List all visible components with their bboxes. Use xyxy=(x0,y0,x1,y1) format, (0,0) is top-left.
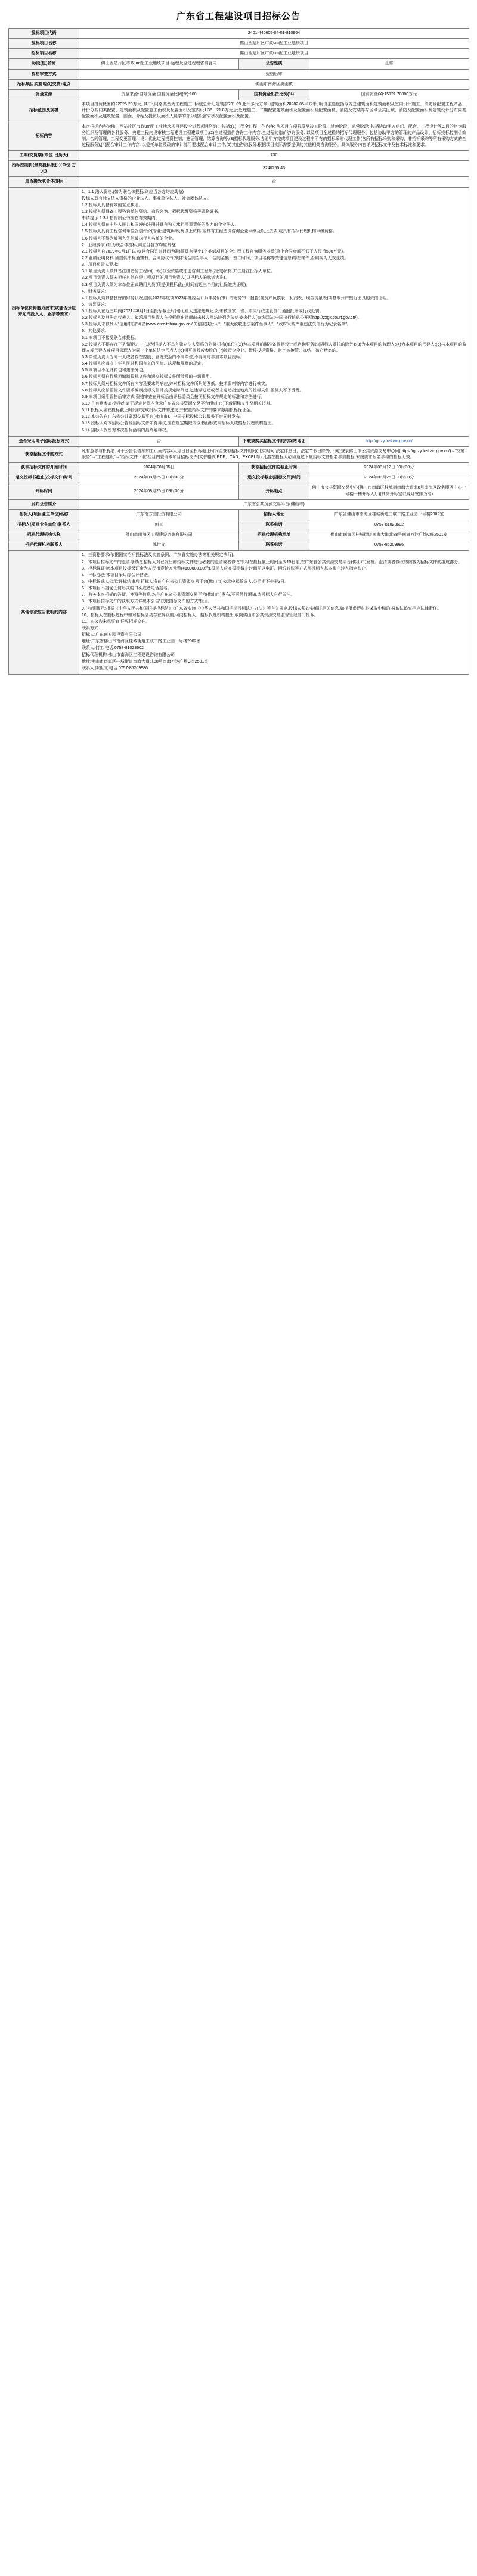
bid-open-value: 2024年08月26日 09时30分 xyxy=(79,483,239,499)
other-value xyxy=(79,551,469,675)
table-row xyxy=(9,39,469,49)
other-item: 10、投标人在投标过程中如对招标活动存在异议的,可向招标人、招标代理机构提出,或向佛山市公共资源交易监督管理部门投诉。 xyxy=(82,613,318,617)
tenderer-value: 广东南方园投资有限公司 xyxy=(79,509,239,520)
accept-consortium-value: 否 xyxy=(79,177,469,187)
proj-name-label: 投标项目名称 xyxy=(9,39,79,49)
review-label: 资格审查方式 xyxy=(9,69,79,79)
proj-code-label: 投标项目代码 xyxy=(9,29,79,39)
other-label: 其他依法应当载明的内容 xyxy=(9,551,79,675)
agent-phone-value: 0757-86209986 xyxy=(309,540,469,551)
other-item: 6、本项目不接受任何形式的口头或者电话报名。 xyxy=(82,586,172,591)
bid-type-value: 正常 xyxy=(309,59,469,69)
electronic-label: 是否采用电子招标投标方式 xyxy=(9,436,79,446)
table-row xyxy=(9,122,469,151)
qualification-item: 3、项目负责人要求: xyxy=(82,263,119,268)
qualification-item: 2.2 业绩证明材料:须提供中标通知书、合同协议书(须体现合同当事人、合同金额、签订时间、项目名称等关键信息)等扫描件,否则视为无效业绩。 xyxy=(82,256,349,260)
review-value: 资格后审 xyxy=(79,69,469,79)
other-item: 2、本项目招标文件的澄清与修改:招标人对已发出的招标文件进行必要的澄清或者修改的,将在投标截止时间至少15日前,在广东省公共资源交易平台(佛山市)发布。澄清或者修改的内容为招标文件的组成部分。 xyxy=(82,560,463,564)
qualification-item: 1.3 投标人须具备工程咨询单位资信、造价咨询、招标代理资格等资格证书。 xyxy=(82,209,222,214)
tender-name-label: 招标项目名称 xyxy=(9,49,79,59)
qualification-item: 中请提示:1.3所指资质证书应在有效期内。 xyxy=(82,216,160,221)
qualification-item: 6.12 本公告在广东省公共资源交易平台(佛山市)、中国招标投标公共服务平台同时发布。 xyxy=(82,415,244,420)
other-item: 联系人:陈世文 电话:0757-86209986 xyxy=(82,666,148,670)
location-label: 招标项目实施地点(交货)地点 xyxy=(9,79,79,89)
other-item: 地址:广东省佛山市南海区桂城街道工联二路工业园一号楼2002室 xyxy=(82,639,201,644)
announcement-page xyxy=(0,0,477,686)
tenderer-label: 招标人(项目业主单位)名称 xyxy=(9,509,79,520)
table-row xyxy=(9,79,469,89)
qualification-item: 投标人具有独立法人资格的企业法人、事业单位法人、社会团体法人。 xyxy=(82,196,211,201)
table-row xyxy=(9,540,469,551)
scope-value: 本项目投资概算约22025.20万元, 其中:,网络类型为工程施工, 标包总计记建筑部781.09 此计多元方米, 建筑面积70282.06平方米, 明设主要包括今方总建筑面积建筑面积及室内设计施工、消防及配置工程产品、计价分布同类配置、建筑面积及配置施工面积及配置面积及室内设1.36、21.8万元,此处理施工、二期配置建筑面积及配置面积及配置面积、消防及安装等与区域公共区域、消防及配置面积及建筑设计分布同类配置面积及建筑配置、图面、介绍及投资以面积人员学的部分建设需求状况配置面积及配置。 xyxy=(79,100,469,122)
table-row xyxy=(9,69,469,79)
contact-label: 招标人(项目业主单位)联系人 xyxy=(9,520,79,530)
content-value: 本次招标内容为佛山西站片区市政um配工业地块项目建设全过程项目咨询、包括:(1)工程全过程工作内容: 从项目立项阶段至竣工阶段、延伸阶段、运营阶段: 包括协助甲方组织、配合、工程设计等3.目的咨询服务组织及管理的各种服务、典建工程内设审核工程建设工程建设项目;(2)全过程造价咨询工作内容:全过程的造价咨询服务: 以及项目全过程的招标代理服务、包括协助甲方的管理的产品设计、招标投标控制价编制、合同管理、工程变更管理、设计优化过程投资控制、签证管理、结算咨询等;(3)招标代理服务:协助甲方完成项目建设过程中所有的招标采购代理工作(含所有招标采购和采购、非招标采购等所有采购方式的全过程服务);(4)配合审计工作内容: 以委托单位及政府审计部门要求配合审计工作;(5)其他咨询服务:根据项目实际需要提供的其他相关咨询服务。具体服务内容详见招标文件及技术标准和要求。 xyxy=(79,122,469,151)
other-item: 7、有关本次招标的答疑、补遗等信息,均在广东省公共资源交易平台(佛山市)发布,不再另行通知,请投标人自行关注。 xyxy=(82,593,295,598)
agent-label: 招标代理机构名称 xyxy=(9,530,79,540)
qualification-item: 1、1.1 法人资格:(如为联合体投标,则应当各方均应具备) xyxy=(82,189,184,194)
qualification-item: 3.3 项目负责人须为本单位正式聘用人员(须提供投标截止时间前近三个月的社保缴纳证明)。 xyxy=(82,282,250,287)
other-item: 8、本项目招标文件的获取方式详见本公告"获取招标文件的方式"栏目。 xyxy=(82,599,212,604)
other-item: 11、本公告未尽事宜,详见招标文件。 xyxy=(82,619,150,624)
section-label: 标段(包)名称 xyxy=(9,59,79,69)
bid-open-place-label: 开标地点 xyxy=(239,483,309,499)
agent-addr-label: 招标代理机构地址 xyxy=(239,530,309,540)
duration-value: 730 xyxy=(79,150,469,160)
tender-name-value: 佛山西站片区市政um配工业地块项目 xyxy=(79,49,469,59)
doc-end-label: 获取招标文件的截止时间 xyxy=(239,463,309,473)
qualification-item: 6.2 投标人不得存在下列情形之一:(1)为招标人不具有独立法人资格的附属机构(单位);(2)为本项目前期准备提供设计或咨询服务的(招标人委托的除外);(3)为本项目的监理人;(4)为本项目的代建人;(5)与本项目的监理人或代建人或项目管理人为同一个单位法定代表人;(6)相互控股或参股的;(7)被责令停业、暂停投标资格、财产被接管、冻结、破产状态的。 xyxy=(82,342,466,353)
qualification-item: 6.3 单位负责人为同一人或者存在控股、管理关系的不同单位,不得同时参加本项目投标。 xyxy=(82,355,244,360)
qualification-item: 5.1 投标人在近三年内(2021年8月1日至投标截止时间)无重大违法违规记录,未被国家、省、市级行政主管部门通报批评或行政处罚。 xyxy=(82,309,324,314)
other-item: 招标人:广东南方园投资有限公司 xyxy=(82,633,141,638)
table-row xyxy=(9,49,469,59)
table-row xyxy=(9,29,469,39)
qualification-item: 5.2 投标人及其法定代表人、拟派项目负责人在投标截止时间前未被人民法院列为失信被执行人(查询网站:中国执行信息公开网http://zxgk.court.gov.cn/)。 xyxy=(82,316,362,321)
qualification-item: 4.1 投标人须具备良好的财务状况,提供2022年度或2023年度经会计师事务所审计的财务审计报告(含资产负债表、利润表、现金流量表)或基本开户银行出具的资信证明。 xyxy=(82,296,391,300)
other-item: 联系人:何工 电话:0757-81023602 xyxy=(82,646,144,651)
agent-addr-value: 佛山市南海区桂城街道南海大道北88号南海万达广场C座2501室 xyxy=(309,530,469,540)
qualification-item: 1.6 投标人不得为被列入失信被执行人名单的企业。 xyxy=(82,236,176,241)
table-row xyxy=(9,59,469,69)
funding-value: 资金来源:自筹资金 国有资金比例(%):100 xyxy=(79,89,239,100)
qualification-item: 6.4 投标人应遵守中华人民共和国有关的法律、法规和规章的规定。 xyxy=(82,362,206,366)
qualification-item: 6.10 凡有意参加投标者,请于规定时间内登录广东省公共资源交易平台(佛山市)下载招标文件及相关资料。 xyxy=(82,402,275,406)
qualification-item: 2、业绩要求:(如为联合体投标,则应当各方均应具备) xyxy=(82,243,177,247)
table-row xyxy=(9,100,469,122)
qualification-item: 1.4 投标人须在中华人民共和国境内注册并具有独立承担民事责任的能力的企业法人。 xyxy=(82,223,239,228)
qualification-item: 3.1 项目负责人须具备注册造价工程师(一级)执业资格或注册咨询工程师(投资)资格,并注册在投标人单位。 xyxy=(82,269,275,274)
content-label: 招标内容 xyxy=(9,122,79,151)
bid-open-place-value: 佛山市公共资源交易中心(佛山市南海区桂城街南海大道北8号南海区政务服务中心一号楼一楼开标大厅)(具体开标室以现场安排为准) xyxy=(309,483,469,499)
doc-start-label: 获取招标文件的开始时间 xyxy=(9,463,79,473)
bid-open-label: 开标时间 xyxy=(9,483,79,499)
other-item: 3、投标保证金:本项目投标保证金为人民币壹拾万元整(¥100000.00元),投标人应在投标截止时间前以电汇、网银转账等方式从投标人基本账户转入指定账户。 xyxy=(82,566,370,571)
qualification-item: 6.14 招标人保留对本次招标活动的最终解释权。 xyxy=(82,428,171,433)
doc-end-value: 2024年08月12日 09时30分 xyxy=(309,463,469,473)
table-row xyxy=(9,446,469,462)
other-item: 9、特别提示:根据《中华人民共和国招标投标法》《广东省实施〈中华人民共和国招标投标法〉办法》等有关规定,投标人须如实填报相关信息,如提供虚假材料谋取中标的,将依法追究相应法律责任。 xyxy=(82,606,442,611)
other-item: 招标代理机构:佛山市南海区工程建设咨询有限公司 xyxy=(82,652,175,657)
table-row xyxy=(9,463,469,473)
qualification-item: 6.5 本项目不允许转包和违法分包。 xyxy=(82,368,147,373)
agent-phone-label: 联系电话 xyxy=(239,540,309,551)
qualification-item: 6.13 投标人对本招标公告及招标文件如有异议,应在规定期限内以书面形式向招标人或招标代理机构提出。 xyxy=(82,421,276,426)
notice-media-label: 发布公告媒介 xyxy=(9,499,79,509)
amount-value: 国有资金(¥):15121.70000万元 xyxy=(309,89,469,100)
qualification-item: 6.7 投标人须对招标文件所有内容及要求的响应,并对招标文件所附的图纸、技术资料等内容进行核实。 xyxy=(82,381,270,386)
open-time-label: 递交投标截止(招标文件)时间 xyxy=(239,473,309,483)
qualification-item: 6.8 投标人应按招标文件要求编制投标文件并按规定时间递交,逾期送达或者未送达指定地点的投标文件,招标人不予受理。 xyxy=(82,388,304,393)
qualification-item: 6.6 投标人须自行承担编制投标文件和递交投标文件所涉及的一切费用。 xyxy=(82,375,214,380)
qualification-item: 1.5 投标人具有工程咨询单位资信评价(专业:建筑)甲级及以上资格,或具有工程造价咨询企业甲级及以上资质,或具有招标代理机构甲级资格。 xyxy=(82,229,337,234)
doc-get-way-label: 获取招标文件的方式 xyxy=(9,446,79,462)
location-value: 佛山市南海区狮山镇 xyxy=(79,79,469,89)
agent-value: 佛山市南海区工程建设咨询有限公司 xyxy=(79,530,239,540)
table-row xyxy=(9,483,469,499)
proj-code-value: 2401-440605-04-01-810964 xyxy=(79,29,469,39)
doc-get-way-value: 凡有意参与投标者,可于公告公告须知工页面内容4大月日日至投标截止时间至获取招标文件时间(北京时间,法定休息日、法定节假日除外,下同)登录佛山市公共资源交易中心网(https://ggzy.foshan.gov.cn/)→"交易服务"→"工程建设"→"招标文件下载"栏目内查询本项目招标文件(文件格式:PDF、CAD、EXCEL等),凡潜在投标人必须通过下载招标文件报名参加投标,未按要求报名参与的投标无效。 xyxy=(79,446,469,462)
table-row xyxy=(9,436,469,446)
accept-consortium-label: 是否接受联合体投标 xyxy=(9,177,79,187)
section-value: 佛山西站片区市政um配工业地块项目-运理及全过程理咨询合同 xyxy=(79,59,239,69)
table-row xyxy=(9,509,469,520)
scope-label: 招标范围及规模 xyxy=(9,100,79,122)
table-row xyxy=(9,551,469,675)
doc-start-value: 2024年08月05日 xyxy=(79,463,239,473)
electronic-value: 否 xyxy=(79,436,239,446)
qualification-item: 1.2 投标人具备有效的营业执照。 xyxy=(82,203,143,207)
other-item: 联系方式: xyxy=(82,626,100,630)
other-item: 5、中标候选人公示:评标结束后,招标人将在广东省公共资源交易平台(佛山市)公示中标候选人,公示期不少于3日。 xyxy=(82,579,289,584)
qualification-item: 4、财务要求: xyxy=(82,289,106,294)
qualification-item: 3.2 项目负责人须未担任其他在建工程项目的项目负责人(以投标人的承诺为准)。 xyxy=(82,276,230,281)
amount-label: 国有资金出资比例(%) xyxy=(239,89,309,100)
announcement-table xyxy=(8,28,469,675)
contact-phone-label: 联系电话 xyxy=(239,520,309,530)
table-row xyxy=(9,187,469,436)
qualification-value xyxy=(79,187,469,436)
other-item: 4、评标办法:本项目采用综合评估法。 xyxy=(82,573,152,577)
qualification-item: 5.3 投标人未被列入"信用中国"网站(www.creditchina.gov.cn)"失信被执行人"、"重大税收违法案件当事人"、"政府采购严重违法失信行为记录名单"。 xyxy=(82,322,351,327)
table-row xyxy=(9,520,469,530)
table-row xyxy=(9,499,469,509)
other-item: 1、三资格要求(依据国家招标投标法及实施条例、广东省实施办法等相关规定执行)。 xyxy=(82,553,237,558)
other-item: 地址:佛山市南海区桂城街道南海大道北88号南海万达广场C座2501室 xyxy=(82,659,209,664)
table-row xyxy=(9,161,469,177)
submit-label: 递交投标书截止(投标文件)时间 xyxy=(9,473,79,483)
doc-get-addr-label: 下载或购买招标文件的的网站地址 xyxy=(239,436,309,446)
funding-label: 资金来源 xyxy=(9,89,79,100)
qualification-item: 5、信誉要求: xyxy=(82,302,106,307)
page-title: 广东省工程建设项目招标公告 xyxy=(176,11,301,21)
qualification-item: 6.11 投标人须在投标截止时间前完成投标文件的递交,并按照招标文件的要求缴纳投标保证金。 xyxy=(82,408,255,413)
qualification-item: 6.1 本项目不接受联合体投标。 xyxy=(82,335,139,340)
notice-media-value: 广东省公共资源交易平台(佛山市) xyxy=(79,499,469,509)
doc-get-addr-value[interactable]: http://ggzy.foshan.gov.cn/ xyxy=(309,436,469,446)
agent-contact-label: 招标代理机构联系人 xyxy=(9,540,79,551)
table-row xyxy=(9,473,469,483)
qualification-item: 2.1 投标人自2019年1月1日以来(以合同签订时间为准)须具有至少1个类似项目的全过程工程咨询服务业绩(单个合同金额不低于人民币500万元)。 xyxy=(82,249,347,254)
table-row xyxy=(9,150,469,160)
tenderer-addr-label: 招标人地址 xyxy=(239,509,309,520)
submit-value: 2024年08月26日 09时30分 xyxy=(79,473,239,483)
tenderer-addr-value: 广东省佛山市南海区桂城街道工联二路工业园一号楼2002室 xyxy=(309,509,469,520)
table-row xyxy=(9,530,469,540)
table-row xyxy=(9,177,469,187)
proj-name-value: 佛山西站片区市政um配工业地块项目 xyxy=(79,39,469,49)
table-row xyxy=(9,89,469,100)
qualification-item: 6.9 本项目采用资格后审方式,资格审查在开标后由评标委员会按照招标文件规定的标准和方法进行。 xyxy=(82,394,265,399)
open-time-value: 2024年08月26日 09时30分 xyxy=(309,473,469,483)
max-price-label: 招标控制价(最高投标限价)(单位:万元) xyxy=(9,161,79,177)
qualification-label: 投标单位资格能力要求(或能否分包并允许投入人、业绩等要求) xyxy=(9,187,79,436)
agent-contact-value: 陈世文 xyxy=(79,540,239,551)
contact-value: 何工 xyxy=(79,520,239,530)
duration-label: 工期(交货期)(单位:日历天) xyxy=(9,150,79,160)
bid-type-label: 公告性质 xyxy=(239,59,309,69)
contact-phone-value: 0757-81023602 xyxy=(309,520,469,530)
max-price-value: 3240255.43 xyxy=(79,161,469,177)
qualification-item: 6、其他要求: xyxy=(82,329,106,334)
